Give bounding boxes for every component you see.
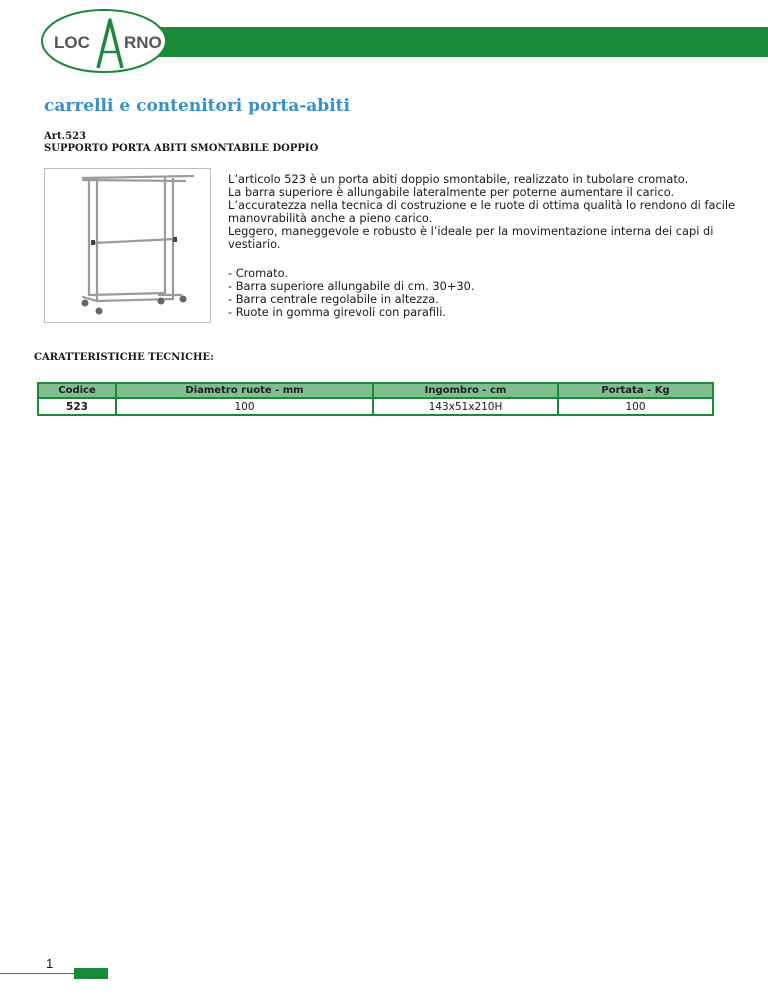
specs-title: CARATTERISTICHE TECNICHE: (34, 352, 214, 363)
column-header-codice: Codice (38, 383, 116, 398)
cell-codice: 523 (38, 398, 116, 415)
footer-line (0, 973, 74, 974)
cell-diametro: 100 (116, 398, 373, 415)
cell-ingombro: 143x51x210H (373, 398, 558, 415)
product-description (228, 173, 743, 319)
column-header-diametro: Diametro ruote - mm (116, 383, 373, 398)
footer-block (74, 968, 108, 979)
description-line: L’accuratezza nella tecnica di costruzione e le ruote di ottima qualità lo rendono di facile manovrabilità anche a pieno carico. (228, 197, 736, 225)
header-bar (150, 27, 768, 57)
svg-text:RNO: RNO (124, 33, 162, 52)
feature-item: - Barra centrale regolabile in altezza. (228, 292, 439, 307)
svg-text:LOC: LOC (54, 33, 90, 52)
description-line: La barra superiore è allungabile lateralmente per poterne aumentare il carico. (228, 184, 675, 199)
feature-item: - Ruote in gomma girevoli con parafili. (228, 305, 446, 320)
garment-rack-image (44, 168, 211, 323)
description-line: L’articolo 523 è un porta abiti doppio smontabile, realizzato in tubolare cromato. (228, 172, 689, 186)
specs-table (37, 382, 714, 416)
feature-item: - Barra superiore allungabile di cm. 30+30. (228, 279, 475, 294)
article-name: SUPPORTO PORTA ABITI SMONTABILE DOPPIO (44, 143, 319, 154)
column-header-portata: Portata - Kg (558, 383, 713, 398)
column-header-ingombro: Ingombro - cm (373, 383, 558, 398)
description-line: Leggero, maneggevole e robusto è l’ideale per la movimentazione interna dei capi di vestiario. (228, 223, 714, 251)
company-logo (40, 8, 168, 74)
page-number: 1 (46, 956, 54, 971)
section-title: carrelli e contenitori porta-abiti (44, 96, 350, 116)
table-row (38, 398, 713, 415)
feature-item: - Cromato. (228, 266, 289, 281)
table-header-row (38, 383, 713, 398)
feature-list (228, 267, 743, 319)
cell-portata: 100 (558, 398, 713, 415)
article-code: Art.523 (44, 131, 87, 142)
